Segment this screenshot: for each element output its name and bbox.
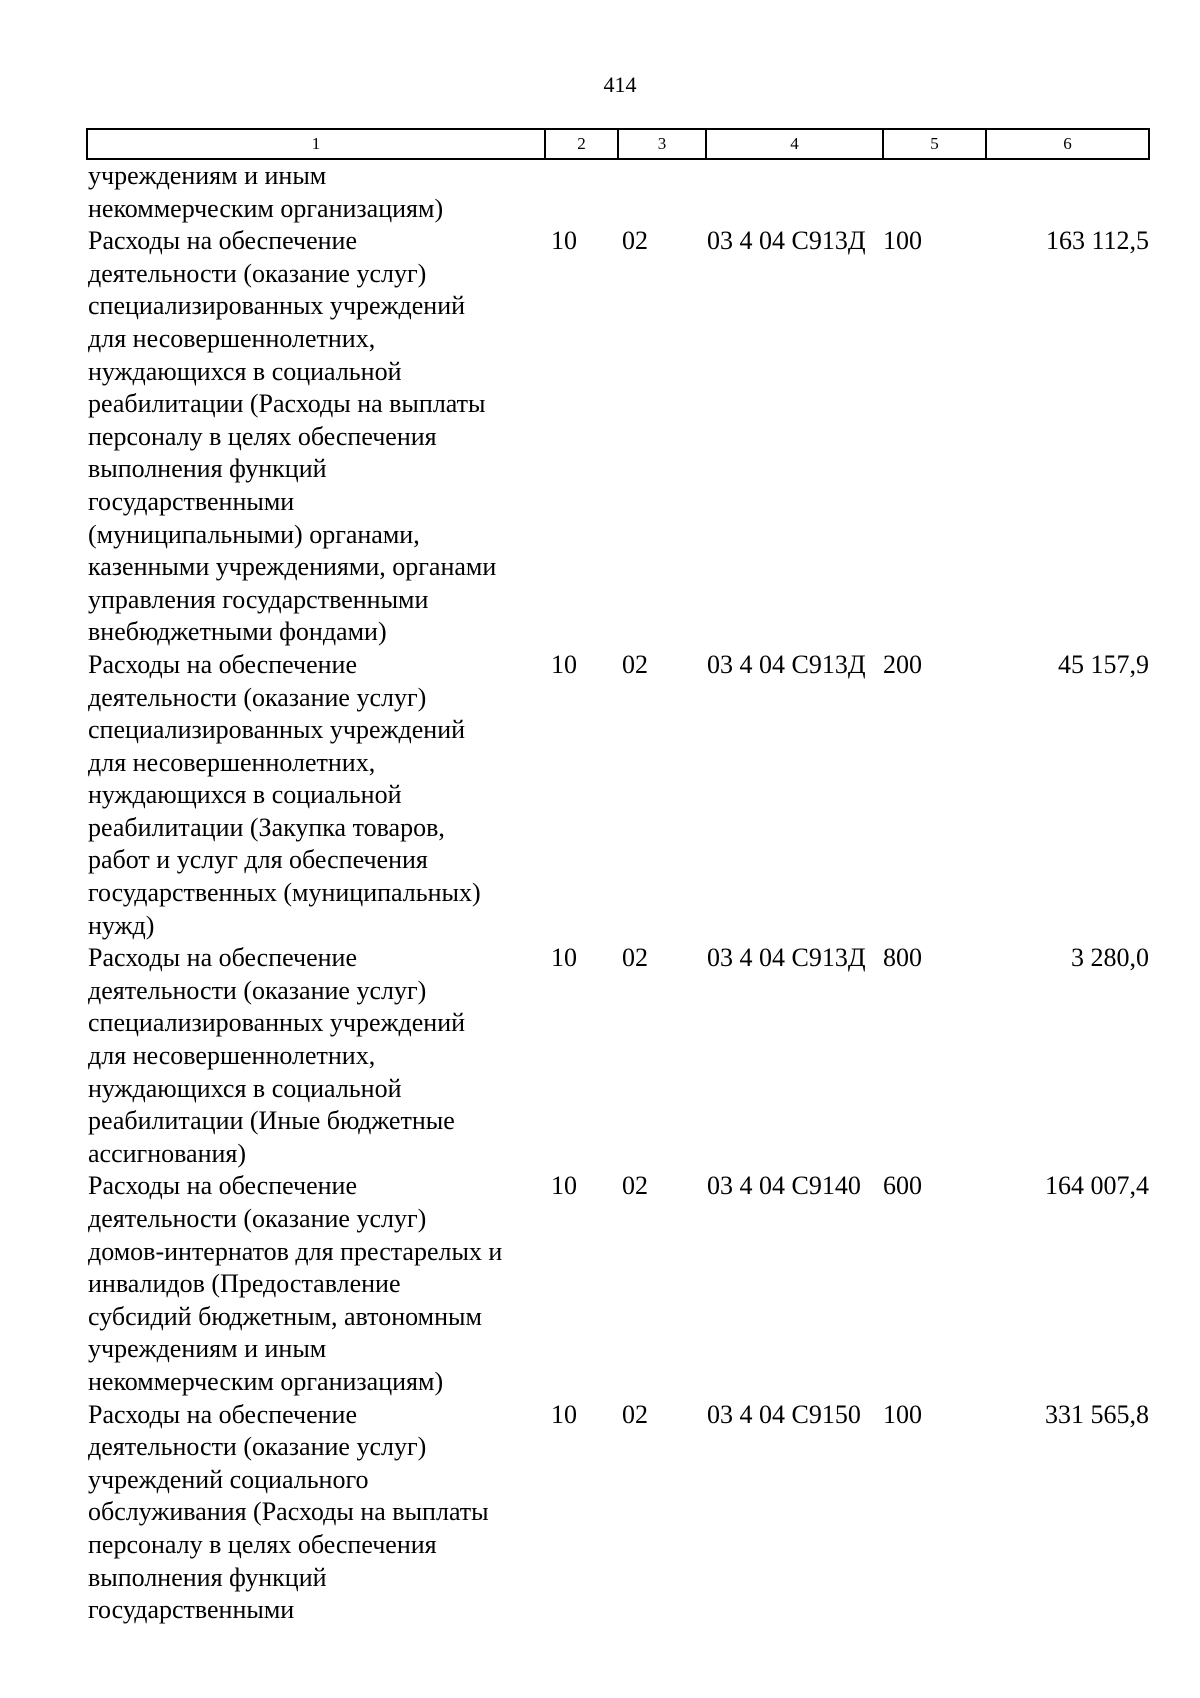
- continuation-text: учреждениям и иным некоммерческим организациям): [88, 161, 444, 223]
- row-section: 10: [551, 1399, 577, 1429]
- row-expense-type: 100: [883, 1399, 922, 1429]
- row-section: 10: [551, 226, 577, 256]
- row-section: 10: [551, 943, 577, 973]
- row-target-code: 03 4 04 С9150: [707, 1399, 861, 1429]
- table-row: [87, 1170, 1149, 1398]
- table-row: [87, 942, 1149, 1170]
- row-description: Расходы на обеспечение деятельности (оказание услуг) специализированных учреждений для несовершеннолетних, нуждающихся в социальной реабилитации (Расходы на выплаты персоналу в целях обеспечения выполнения функций государственными (муниципальными) органами, казенными учреждениями, органами управления государственными внебюджетными фондами): [88, 226, 497, 647]
- header-col-6: 6: [986, 129, 1149, 159]
- row-subsection: 02: [622, 649, 648, 679]
- table-row: [87, 1399, 1149, 1627]
- row-target-code: 03 4 04 С913Д: [707, 943, 866, 973]
- table-row: [87, 649, 1149, 942]
- table-row: [87, 225, 1149, 649]
- budget-table: [86, 128, 1150, 1627]
- row-target-code: 03 4 04 С913Д: [707, 649, 866, 679]
- row-section: 10: [551, 649, 577, 679]
- row-expense-type: 200: [883, 649, 922, 679]
- row-description: Расходы на обеспечение деятельности (оказание услуг) домов-интернатов для престарелых и инвалидов (Предоставление субсидий бюджетным, автономным учреждениям и иным некоммерческим организациям): [88, 1171, 503, 1396]
- row-target-code: 03 4 04 С913Д: [707, 226, 866, 256]
- row-amount: 45 157,9: [1058, 649, 1149, 679]
- continuation-row: [87, 159, 1149, 225]
- row-section: 10: [551, 1171, 577, 1201]
- row-subsection: 02: [622, 1171, 648, 1201]
- header-row: [87, 129, 1149, 159]
- row-subsection: 02: [622, 226, 648, 256]
- row-amount: 331 565,8: [1045, 1399, 1149, 1429]
- row-expense-type: 100: [883, 226, 922, 256]
- row-expense-type: 800: [883, 943, 922, 973]
- row-subsection: 02: [622, 1399, 648, 1429]
- header-col-3: 3: [618, 129, 706, 159]
- header-col-5: 5: [883, 129, 986, 159]
- row-target-code: 03 4 04 С9140: [707, 1171, 861, 1201]
- row-amount: 163 112,5: [1045, 226, 1149, 256]
- row-amount: 164 007,4: [1045, 1171, 1149, 1201]
- row-expense-type: 600: [883, 1171, 922, 1201]
- row-description: Расходы на обеспечение деятельности (оказание услуг) специализированных учреждений для несовершеннолетних, нуждающихся в социальной реабилитации (Иные бюджетные ассигнования): [88, 943, 466, 1168]
- row-amount: 3 280,0: [1071, 943, 1149, 973]
- row-description: Расходы на обеспечение деятельности (оказание услуг) учреждений социального обслуживания (Расходы на выплаты персоналу в целях обеспечения выполнения функций государственными: [88, 1399, 489, 1625]
- row-subsection: 02: [622, 943, 648, 973]
- header-col-4: 4: [706, 129, 883, 159]
- page-number: 414: [603, 72, 637, 97]
- header-col-2: 2: [545, 129, 618, 159]
- row-description: Расходы на обеспечение деятельности (оказание услуг) специализированных учреждений для несовершеннолетних, нуждающихся в социальной реабилитации (Закупка товаров, работ и услуг для обеспечения государственных (муниципальных) нужд): [88, 649, 481, 940]
- header-col-1: 1: [87, 129, 545, 159]
